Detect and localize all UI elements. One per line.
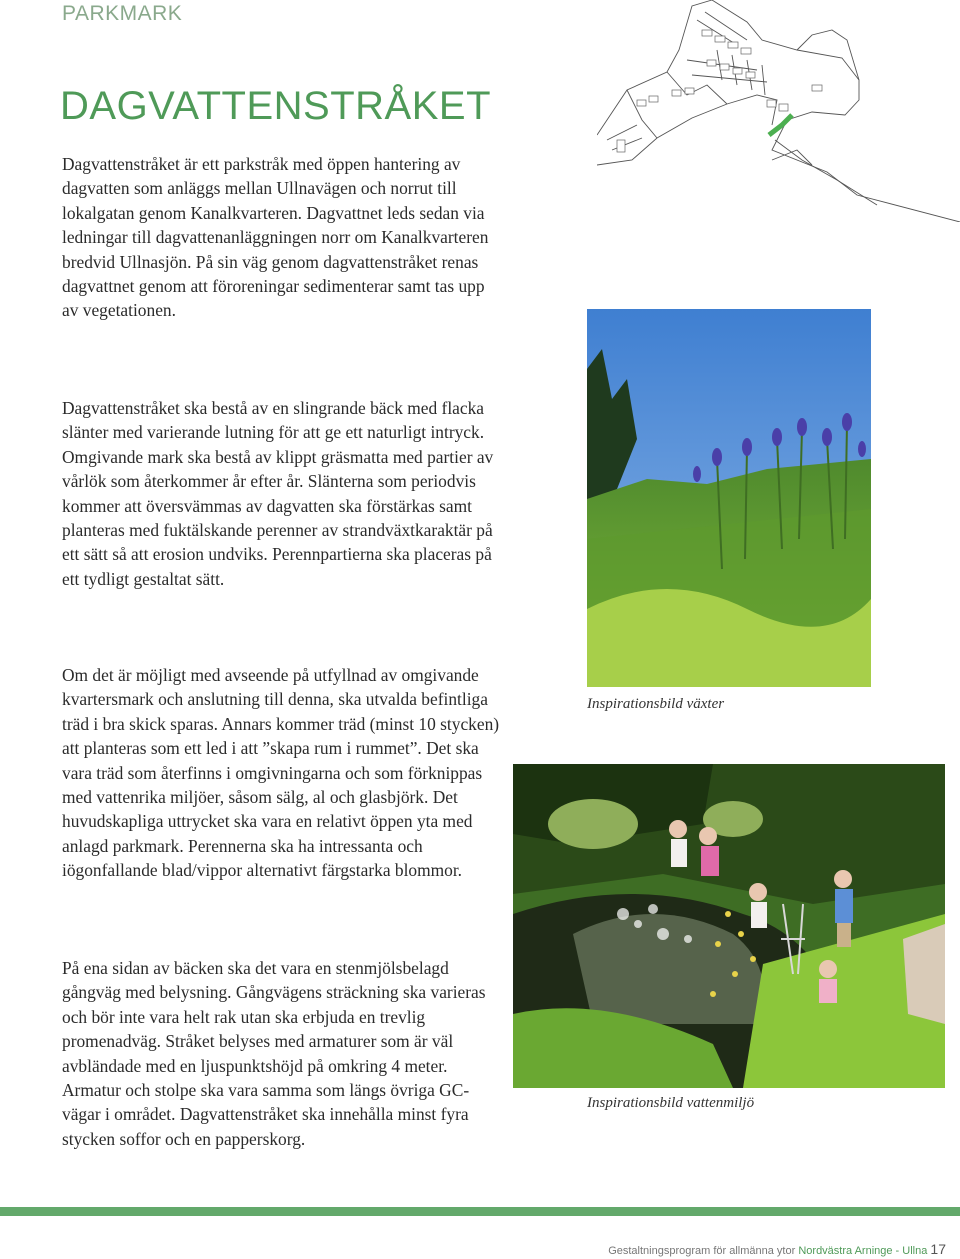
- paragraph-trees: Om det är möjligt med avseende på utfyllnad av omgivande kvartersmark och anslutning till denna, ska utvalda befintliga träd i bra skick sparas. Annars kommer träd (minst 10 stycken) att planteras som ett led i att ”skapa rum i rummet”. Det ska vara träd som återfinns i omgivningarna och som förknippas med vattenrika miljöer, såsom sälg, al och glasbjörk. Det huvudskapliga uttrycket ska vara en relativt öppen yta med anlagd parkmark. Perennerna ska ha intressanta och iögonfallande blad/vippor alternativt färgstarka blommor.: [62, 665, 500, 881]
- footer-place: Nordvästra Arninge - Ullna: [798, 1245, 928, 1257]
- footer: [608, 1241, 946, 1257]
- caption-plants: Inspirationsbild växter: [587, 696, 725, 712]
- caption-water: Inspirationsbild vattenmiljö: [587, 1095, 755, 1111]
- paragraph-path: På ena sidan av bäcken ska det vara en stenmjölsbelagd gångväg med belysning. Gångvägens sträckning ska varieras och bör inte vara helt rak utan ska erbjuda en trevlig promenadväg. Stråket belyses med armaturer som är väl avbländade med en ljuspunktshöjd på omkring 4 meter. Armatur och stolpe ska vara samma som längs övriga GC-vägar i området. Dagvattenstråket ska innehålla minst fyra stycken soffor och en papperskorg.: [62, 958, 486, 1149]
- section-label: PARKMARK: [62, 2, 183, 25]
- plants-photo: [587, 309, 871, 687]
- page-title: DAGVATTENSTRÅKET: [60, 84, 492, 128]
- footer-bar: [0, 1207, 960, 1216]
- water-photo: [513, 764, 945, 1088]
- site-map: [597, 0, 960, 222]
- page-number: 17: [930, 1241, 946, 1257]
- paragraph-stream: Dagvattenstråket ska bestå av en slingrande bäck med flacka slänter med varierande lutning för att ge ett naturligt intryck. Omgivande mark ska bestå av klippt gräsmatta med partier av vårlök som återkommer år efter år. Slänterna som periodvis kommer att översvämmas av dagvatten ska förstärkas samt planteras med fuktälskande perenner av strandväxtkaraktär på ett sätt så att erosion undviks. Perennpartierna ska placeras på ett tydligt gestaltat sätt.: [62, 398, 494, 589]
- paragraph-intro: Dagvattenstråket är ett parkstråk med öppen hantering av dagvatten som anläggs mellan Ullnavägen och norrut till lokalgatan genom Kanalkvarteren. Dagvattnet leds sedan via ledningar till dagvattenanläggningen norr om Kanalkvarteren bredvid Ullnasjön. På sin väg genom dagvattenstråket renas dagvattnet genom att föroreningar sedimenterar samt tas upp av vegetationen.: [62, 154, 489, 321]
- footer-title: Gestaltningsprogram för allmänna ytor: [608, 1245, 796, 1257]
